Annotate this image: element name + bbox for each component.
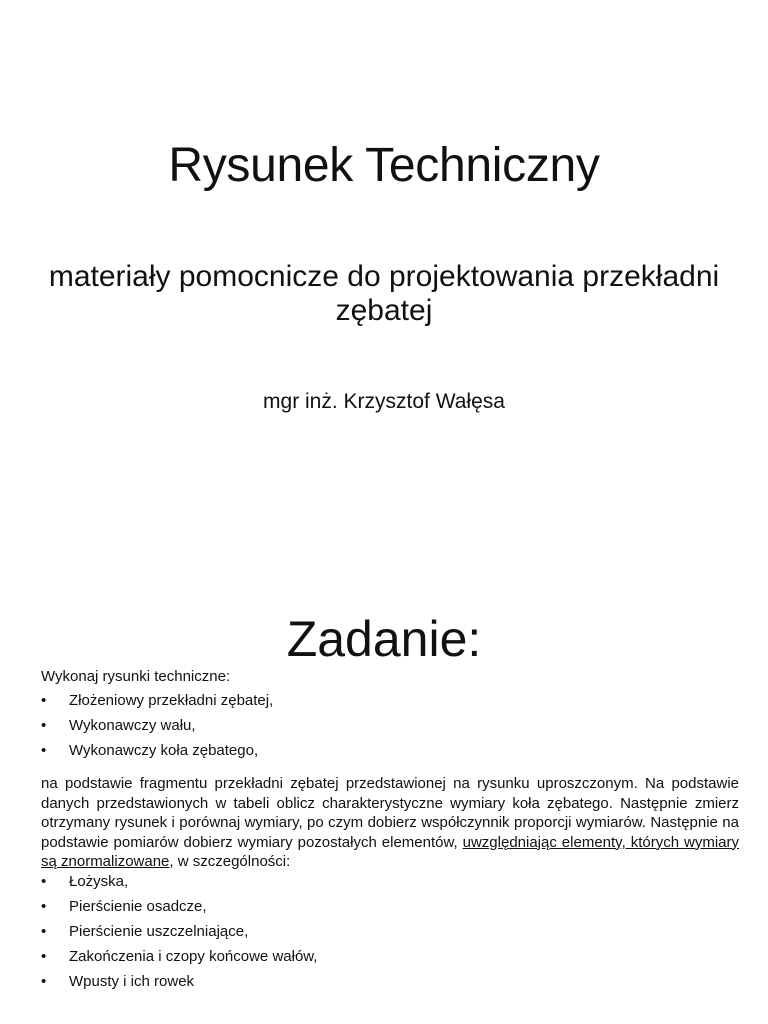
bullet-icon: • [41,972,47,990]
drawings-list [41,691,739,766]
paragraph-end-text: , w szczególności: [169,853,291,870]
list-item [41,716,739,741]
list-item [41,691,739,716]
author-name: mgr inż. Krzysztof Wałęsa [263,390,505,413]
paragraph-text: na podstawie fragmentu przekładni zębatej przedstawionej na rysunku uproszczonym. Na podstawie danych przedstawionych w tabeli oblicz charakterystyczne wymiary koła zębatego. Następnie zmierz otrzymany rysunek i porównaj wymiary, po czym dobierz współczynnik proporcji wymiarów. Następnie na podstawie pomiarów dobierz wymiary pozostałych elementów, [41,775,739,851]
list-item [41,872,739,897]
slide-title: Rysunek Techniczny [168,139,600,192]
elements-list [41,872,739,997]
task-intro: Wykonaj rysunki techniczne: [41,668,231,685]
task-heading: Zadanie: [286,611,482,667]
list-item [41,741,739,766]
element-label: Pierścienie osadcze, [69,897,207,915]
task-content [41,667,739,997]
bullet-icon: • [41,742,47,759]
bullet-icon: • [41,717,47,734]
element-label: Pierścienie uszczelniające, [69,922,249,940]
task-paragraph [41,774,739,872]
slide-subtitle: materiały pomocnicze do projektowania przekładni zębatej [48,260,720,327]
task-slide [0,585,768,1024]
list-item [41,947,739,972]
drawing-label: Wykonawczy koła zębatego, [69,742,259,759]
bullet-icon: • [41,897,47,915]
drawing-label: Wykonawczy wału, [69,717,196,734]
bullet-icon: • [41,872,47,890]
paragraph-underlined-text: uwzględniając elementy, których wymiary są znormalizowane [41,833,739,870]
bullet-icon: • [41,922,47,940]
element-label: Łożyska, [69,872,129,890]
list-item [41,922,739,947]
element-label: Zakończenia i czopy końcowe wałów, [69,947,318,965]
bullet-icon: • [41,692,47,709]
bullet-icon: • [41,947,47,965]
drawing-label: Złożeniowy przekładni zębatej, [69,692,274,709]
element-label: Wpusty i ich rowek [69,972,195,990]
list-item [41,972,739,997]
list-item [41,897,739,922]
